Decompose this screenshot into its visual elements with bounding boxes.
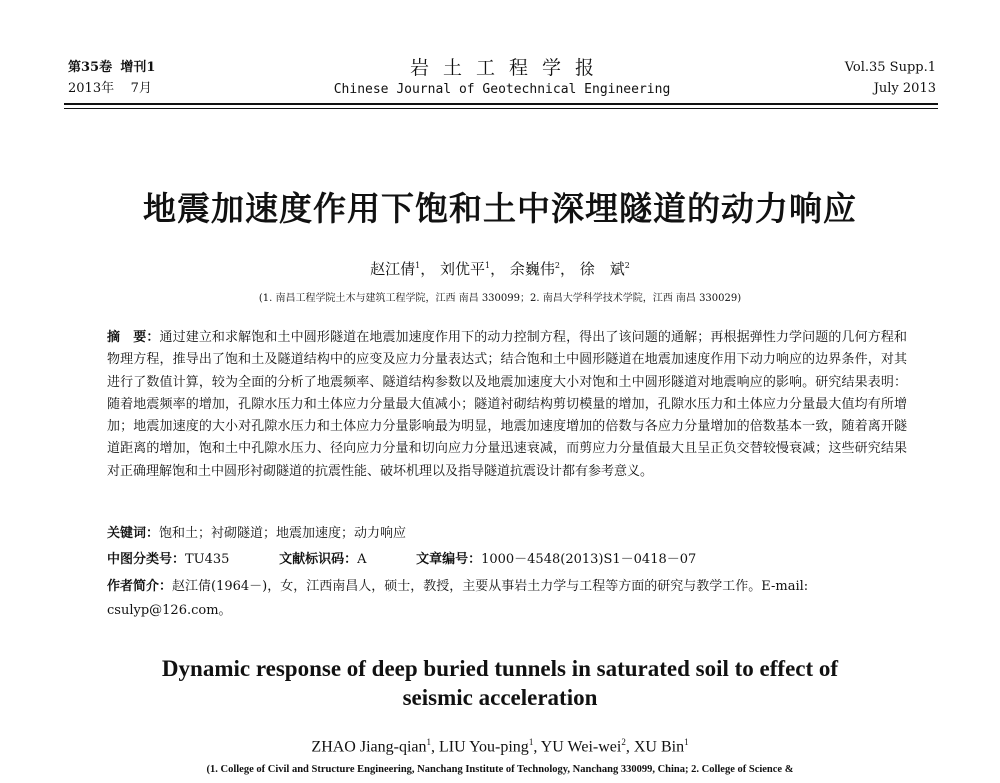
author-en: YU Wei-wei xyxy=(540,738,622,756)
title-en-line1: Dynamic response of deep buried tunnels in saturated soil to effect of xyxy=(161,656,839,681)
doc-code-value: A xyxy=(357,552,367,567)
author-sup: 1 xyxy=(485,261,491,270)
affiliation-cn: (1. 南昌工程学院土木与建筑工程学院，江西 南昌 330099；2. 南昌大学科学技术学院，江西 南昌 330029) xyxy=(258,293,742,304)
article-no-label: 文章编号： xyxy=(416,552,482,567)
journal-title-cn: 岩土工程学报 xyxy=(409,57,608,79)
header-date-en: July 2013 xyxy=(873,81,936,96)
clc-label: 中图分类号： xyxy=(107,552,186,567)
author-cn: 徐 斌 xyxy=(579,260,625,278)
header-center xyxy=(68,57,936,101)
abstract-cn xyxy=(107,327,907,483)
article-title-cn: 地震加速度作用下饱和土中深埋隧道的动力响应 xyxy=(143,189,857,228)
affiliation-en: (1. College of Civil and Structure Engineering, Nanchang Institute of Technology, Nanchang 330099, China; 2. College of Science & xyxy=(206,764,794,775)
abstract-text: 通过建立和求解饱和土中圆形隧道在地震加速度作用下的动力控制方程，得出了该问题的通解；再根据弹性力学问题的几何方程和物理方程，推导出了饱和土及隧道结构中的应变及应力分量表达式；结合饱和土中圆形隧道在地震加速度作用下动力响应的边界条件，对其进行了数值计算，较为全面的分析了地震频率、隧道结构参数以及地震加速度大小对饱和土中圆形隧道对地震响应的影响。研究结果表明：随着地震频率的增加，孔隙水压力和土体应力分量最大值减小；隧道衬砌结构剪切模量的增加，孔隙水压力和土体应力分量最大值均有所增加；地震加速度的大小对孔隙水压力和土体应力分量影响最为明显，地震加速度增加的倍数与各应力分量增加的倍数基本一致，随着离开隧道距离的增加，饱和土中孔隙水压力、径向应力分量和切向应力分量迅速衰减，而剪应力分量值最大且呈正负交替较慢衰减；这些研究结果对正确理解饱和土中圆形衬砌隧道的抗震性能、破坏机理以及指导隧道抗震设计都有参考意义。 xyxy=(107,330,907,479)
author-sup: 2 xyxy=(554,261,560,270)
author-sup: 2 xyxy=(621,737,626,747)
article-no-value: 1000－4548(2013)S1－0418－07 xyxy=(481,552,697,567)
author-cn: 余巍伟 xyxy=(509,260,555,278)
keywords-label: 关键词： xyxy=(107,526,160,541)
doc-code-label: 文献标识码： xyxy=(279,552,358,567)
keywords-cn xyxy=(107,524,907,544)
article-title-en xyxy=(0,654,1000,712)
author-cn: 刘优平 xyxy=(440,260,486,278)
bio-label: 作者简介： xyxy=(107,579,173,594)
authors-cn: 赵江倩$^1$， 刘优平$^1$， 余巍伟$^2$， 徐 斌$^2$ xyxy=(370,260,630,278)
author-sup: 2 xyxy=(624,261,630,270)
title-en-line2: seismic acceleration xyxy=(402,685,598,710)
header-right xyxy=(845,57,936,99)
journal-header xyxy=(68,57,936,103)
header-volume: 第35卷 xyxy=(68,60,113,75)
journal-title-en: Chinese Journal of Geotechnical Engineering xyxy=(333,82,671,97)
author-sup: 1 xyxy=(528,737,534,747)
author-sup: 1 xyxy=(684,737,689,747)
header-month: 7月 xyxy=(130,81,152,96)
header-volume-en: Vol.35 Supp.1 xyxy=(844,60,936,75)
author-sup: 1 xyxy=(426,737,432,747)
header-rule-thin xyxy=(64,108,938,109)
author-sup: 1 xyxy=(415,261,421,270)
author-cn: 赵江倩 xyxy=(370,260,416,278)
classification-line xyxy=(107,550,907,570)
author-bio xyxy=(107,575,907,623)
abstract-label: 摘 要： xyxy=(107,330,160,345)
keywords-text: 饱和土；衬砌隧道；地震加速度；动力响应 xyxy=(159,526,407,541)
header-year: 2013年 xyxy=(68,81,115,96)
bio-text: 赵江倩(1964－)，女，江西南昌人，硕士，教授，主要从事岩土力学与工程等方面的研究与教学工作。E-mail: csulyp@126.com。 xyxy=(107,579,809,618)
header-issue: 增刊1 xyxy=(120,60,156,75)
author-en: LIU You-ping xyxy=(439,738,529,756)
author-en: XU Bin xyxy=(633,738,685,756)
header-rule-thick xyxy=(64,103,938,105)
authors-en: ZHAO Jiang-qian$^1$, LIU You-ping$^1$, YU Wei-wei$^2$, XU Bin$^1$ xyxy=(311,737,689,756)
clc-value: TU435 xyxy=(185,552,230,567)
author-en: ZHAO Jiang-qian xyxy=(311,738,427,756)
